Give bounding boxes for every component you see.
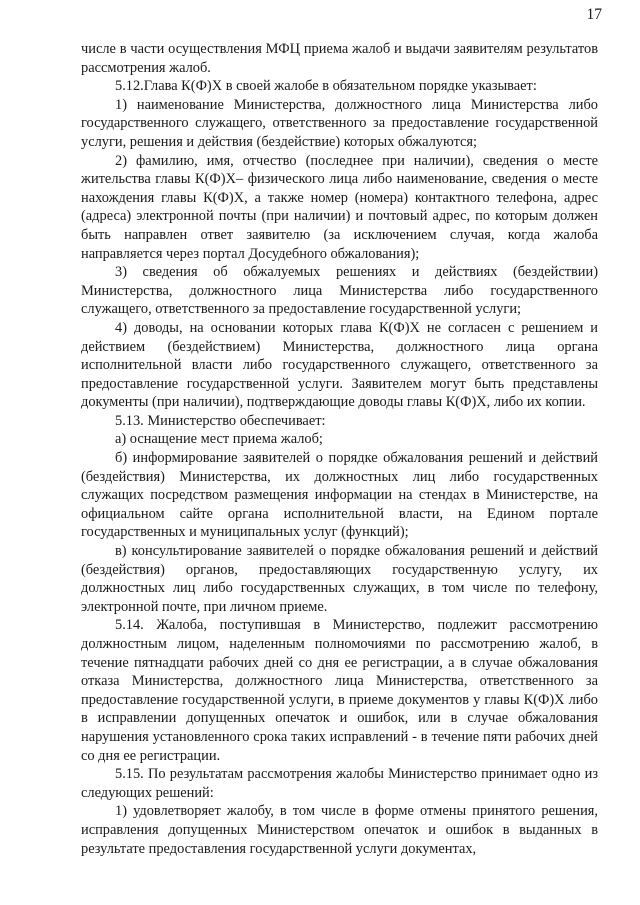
paragraph-5-13-item-a: а) оснащение мест приема жалоб; xyxy=(115,431,323,448)
paragraph-5-12-heading: 5.12.Глава К(Ф)Х в своей жалобе в обязательном порядке указывает: xyxy=(115,78,537,95)
paragraph-5-15-item-1: 1) удовлетворяет жалобу, в том числе в форме отмены принятого решения, исправления допущенных Министерством опечаток и ошибок в выданных в результате предоставления государственной услуги документах, xyxy=(81,803,598,857)
paragraph-5-12-item-3: 3) сведения об обжалуемых решениях и действиях (бездействии) Министерства, должностного лица Министерства либо государственного служащего, ответственного за предоставление государственной услуги; xyxy=(81,264,598,318)
paragraph-5-12-item-2: 2) фамилию, имя, отчество (последнее при наличии), сведения о месте жительства главы К(Ф)Х– физического лица либо наименование, сведения о месте нахождения главы К(Ф)Х, а также номер (номера) контактного телефона, адрес (адреса) электронной почты (при наличии) и почтовый адрес, по которым должен быть направлен ответ заявителю (за исключением случая, когда жалоба направляется через портал Досудебного обжалования); xyxy=(81,152,598,262)
paragraph-5-12-item-1: 1) наименование Министерства, должностного лица Министерства либо государственного служащего, ответственного за предоставление государственной услуги, решения и действия (бездействие) которых обжалуются; xyxy=(81,96,598,150)
paragraph-5-13-heading: 5.13. Министерство обеспечивает: xyxy=(115,412,326,429)
paragraph-5-13-item-b: б) информирование заявителей о порядке обжалования решений и действий (бездействия) Министерства, их должностных лиц либо государственных служащих посредством размещения информации на стендах в Министерстве, на официальном сайте органа исполнительной власти, на Едином портале государственных и муниципальных услуг (функций); xyxy=(81,450,598,541)
paragraph-continuation: числе в части осуществления МФЦ приема жалоб и выдачи заявителям результатов рассмотрения жалоб. xyxy=(81,41,598,76)
paragraph-5-12-item-4: 4) доводы, на основании которых глава К(Ф)Х не согласен с решением и действием (бездействием) Министерства, должностного лица органа исполнительной власти либо государственного служащего, ответственного за предоставление государственной услуги. Заявителем могут быть представлены документы (при наличии), подтверждающие доводы главы К(Ф)Х, либо их копии. xyxy=(81,319,598,411)
paragraph-5-15-heading: 5.15. По результатам рассмотрения жалобы Министерство принимает одно из следующих решений: xyxy=(81,766,598,801)
paragraph-5-14: 5.14. Жалоба, поступившая в Министерство, подлежит рассмотрению должностным лицом, наделенным полномочиями по рассмотрению жалоб, в течение пятнадцати рабочих дней со дня ее регистрации, а в случае обжалования отказа Министерства, должностного лица Министерства, ответственного за предоставление государственной услуги, в приеме документов у главы К(Ф)Х либо в исправлении допущенных опечаток и ошибок, или в случае обжалования нарушения установленного срока таких исправлений - в течение пяти рабочих дней со дня ее регистрации. xyxy=(81,617,598,764)
document-body xyxy=(81,40,598,858)
paragraph-5-13-item-v: в) консультирование заявителей о порядке обжалования решений и действий (бездействия) органов, предоставляющих государственную услугу, их должностных лиц либо государственных служащих, в том числе по телефону, электронной почте, при личном приеме. xyxy=(81,543,598,615)
page-number: 17 xyxy=(586,6,602,23)
